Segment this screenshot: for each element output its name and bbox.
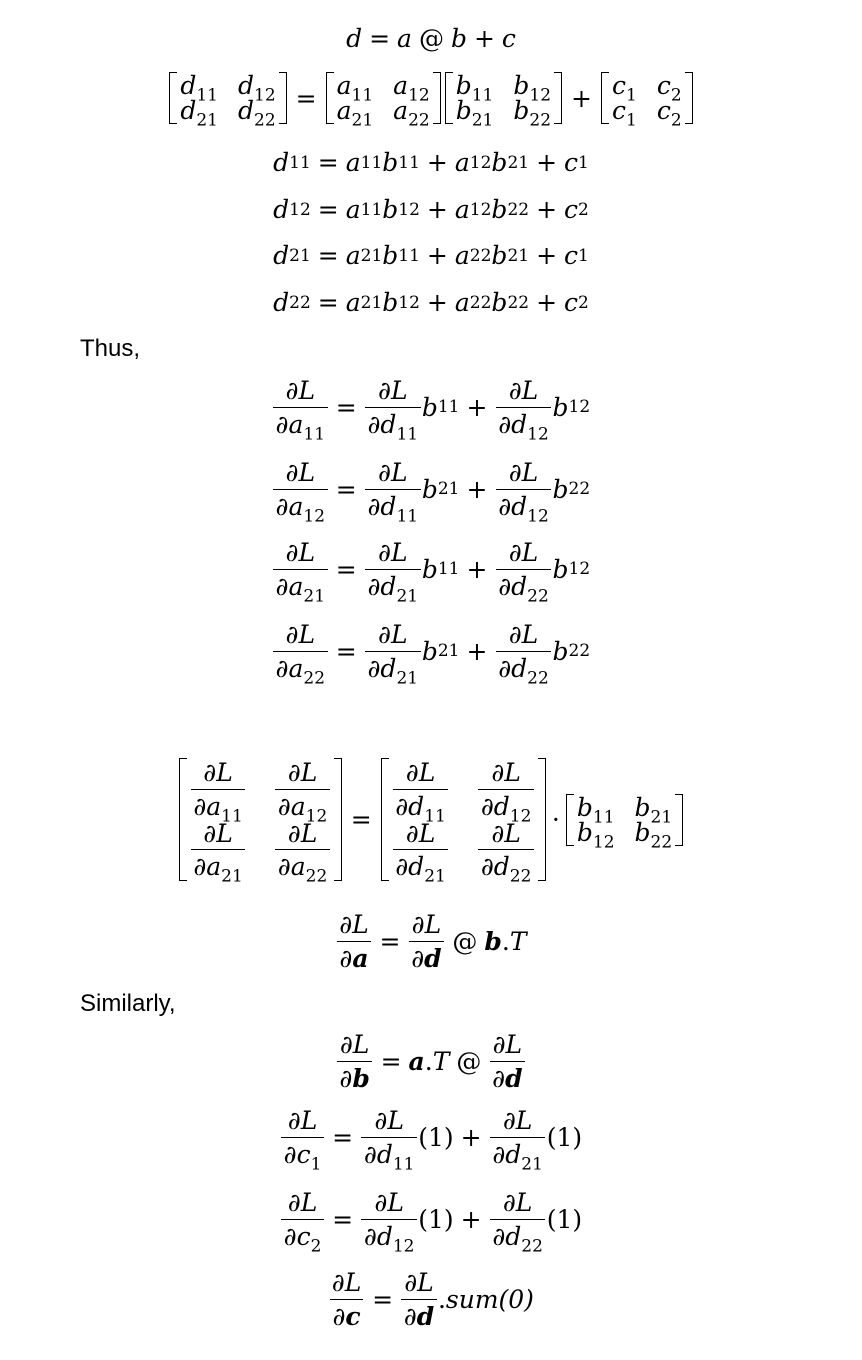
term-var: c <box>564 148 579 177</box>
term-var: b <box>491 241 508 270</box>
matrix-b-transpose: $b_{11}$ $b_{21}$ $b_{12}$ $b_{22}$ <box>566 794 683 846</box>
matrix-cell-sub: 2 <box>670 110 682 131</box>
lhs-var: d <box>273 195 290 224</box>
matrix-cell-sub: 21 <box>351 110 374 131</box>
d-equation: d 22 = a 21 b 12 + a 22 b 22 + c 2 <box>273 288 589 317</box>
matrix-cell-sub: 21 <box>196 110 218 131</box>
matrix-cell: a <box>336 71 352 100</box>
matrix-cell: b <box>513 96 530 125</box>
term-var: a <box>345 148 361 177</box>
grad-b-vector-equation: $\frac{\partial L}{\partial b}$ = a . T @ $\frac{\partial L}{\partial d}$ <box>0 1032 862 1091</box>
var-d: d <box>346 24 363 53</box>
grad-c-equation: $\frac{\partial L}{\partial c_1}$ = $\frac{\partial L}{\partial d_{11}}$ (1) + $\frac{\partial L}{\partial d_{21}}$ (1) <box>0 1108 862 1167</box>
matrix-cell-sub: 11 <box>351 85 374 106</box>
term-var: a <box>454 288 470 317</box>
matrix-cell: d <box>180 96 197 125</box>
matrix-cell: a <box>393 96 409 125</box>
matrix-cell: b <box>513 71 530 100</box>
matrix-cell: b <box>455 96 472 125</box>
grad-a-vector-equation: $\frac{\partial L}{\partial a}$ = $\frac{\partial L}{\partial d}$ @ b . T <box>0 912 862 971</box>
matrix-cell: d <box>180 71 197 100</box>
matrix-cell: d <box>238 71 255 100</box>
var-b: b <box>450 24 467 53</box>
matrix-cell: a <box>336 96 352 125</box>
grad-c-vector-equation: $\frac{\partial L}{\partial c}$ = $\frac{\partial L}{\partial d}$ . sum(0) <box>331 1268 534 1331</box>
matrix-cell-sub: 22 <box>408 110 430 131</box>
term-var: c <box>564 241 579 270</box>
matrix-cell-sub: 22 <box>254 110 276 131</box>
term-var: c <box>564 288 579 317</box>
matrix-cell-sub: 12 <box>529 85 552 106</box>
matrix-cell: a <box>393 71 409 100</box>
matrix-cell-sub: 11 <box>196 85 218 106</box>
matrix-cell: c <box>656 96 671 125</box>
matrix-a <box>326 71 441 131</box>
equals-sign: = <box>295 83 317 113</box>
equation-main <box>0 26 862 51</box>
matrix-grad-d: $\frac{\partial L}{\partial d_{11}}$ $\frac{\partial L}{\partial d_{12}}$ $\frac{\partial L}{\partial d_{21}}$ $\frac{\partial L}{\partial d_{22}}$ <box>381 758 546 881</box>
grad-c-equation: $\frac{\partial L}{\partial c_2}$ = $\frac{\partial L}{\partial d_{12}}$ (1) + $\frac{\partial L}{\partial d_{22}}$ (1) <box>0 1190 862 1249</box>
term-var: a <box>345 195 361 224</box>
matrix-cell-sub: 12 <box>408 85 430 106</box>
var-c: c <box>501 24 516 53</box>
matrix-cell: c <box>611 96 626 125</box>
grad-a-equation: $\frac{\partial L}{\partial a_{11}}$ = $\frac{\partial L}{\partial d_{11}}$ b 11 + $\frac{\partial L}{\partial d_{12}}$ b 12 <box>0 378 862 437</box>
matrix-cell: c <box>611 71 626 100</box>
matrix-cell: b <box>455 71 472 100</box>
grad-a-equation: $\frac{\partial L}{\partial a_{12}}$ = $\frac{\partial L}{\partial d_{11}}$ b 21 + $\frac{\partial L}{\partial d_{12}}$ b 22 <box>0 460 862 519</box>
plus-sign: + <box>571 83 592 113</box>
matrix-d <box>169 71 286 131</box>
grad-matrix-equation: $\frac{\partial L}{\partial a_{11}}$ $\frac{\partial L}{\partial a_{12}}$ $\frac{\partial L}{\partial a_{21}}$ $\frac{\partial L}{\partial a_{22}}$ = $\frac{\partial L}{\partial d_{11}}$ $\frac{\partial L}{\partial d_{12}}$ $\frac{\partial L}{\partial d_{21}}$ $\frac{\partial L}{\partial d_{22}}$ · $b_{11}$ $b_{21}$ $b_{12}$ $b_{22}$ <box>0 758 862 881</box>
term-var: b <box>491 195 508 224</box>
term-var: c <box>564 195 579 224</box>
d-equation: d 21 = a 21 b 11 + a 22 b 21 + c 1 <box>273 241 589 270</box>
term-var: a <box>454 195 470 224</box>
term-var: b <box>382 288 399 317</box>
matrix-cell-sub: 2 <box>670 85 682 106</box>
matrix-cell-sub: 1 <box>625 85 637 106</box>
thus-text: Thus, <box>80 335 141 362</box>
equals-sign: = <box>369 24 391 53</box>
similarly-text: Similarly, <box>80 990 176 1017</box>
matrix-b <box>445 71 562 131</box>
matrix-grad-a: $\frac{\partial L}{\partial a_{11}}$ $\frac{\partial L}{\partial a_{12}}$ $\frac{\partial L}{\partial a_{21}}$ $\frac{\partial L}{\partial a_{22}}$ <box>179 758 342 881</box>
grad-a-equation: $\frac{\partial L}{\partial a_{22}}$ = $\frac{\partial L}{\partial d_{21}}$ b 21 + $\frac{\partial L}{\partial d_{22}}$ b 22 <box>0 622 862 681</box>
term-var: b <box>382 148 399 177</box>
plus-sign: + <box>473 24 495 53</box>
grad-a-equation: $\frac{\partial L}{\partial a_{21}}$ = $\frac{\partial L}{\partial d_{21}}$ b 11 + $\frac{\partial L}{\partial d_{22}}$ b 12 <box>0 540 862 599</box>
d-equation: d 12 = a 11 b 12 + a 12 b 22 + c 2 <box>273 195 589 224</box>
matrix-cell-sub: 11 <box>471 85 494 106</box>
d-equation: d 11 = a 11 b 11 + a 12 b 21 + c 1 <box>273 148 589 177</box>
lhs-var: d <box>273 288 290 317</box>
matrix-cell: c <box>656 71 671 100</box>
matrix-c <box>601 71 693 131</box>
term-var: a <box>454 241 470 270</box>
matrix-cell-sub: 12 <box>254 85 276 106</box>
matrix-cell-sub: 21 <box>471 110 494 131</box>
term-var: b <box>491 288 508 317</box>
term-var: b <box>382 195 399 224</box>
matmul-operator: @ <box>418 24 444 53</box>
matrix-cell-sub: 22 <box>529 110 552 131</box>
lhs-var: d <box>273 241 290 270</box>
var-a: a <box>397 24 412 53</box>
term-var: b <box>491 148 508 177</box>
term-var: b <box>382 241 399 270</box>
term-var: a <box>454 148 470 177</box>
term-var: a <box>345 288 361 317</box>
term-var: a <box>345 241 361 270</box>
matrix-cell: d <box>238 96 255 125</box>
matrix-equation <box>0 71 862 131</box>
matrix-cell-sub: 1 <box>625 110 637 131</box>
